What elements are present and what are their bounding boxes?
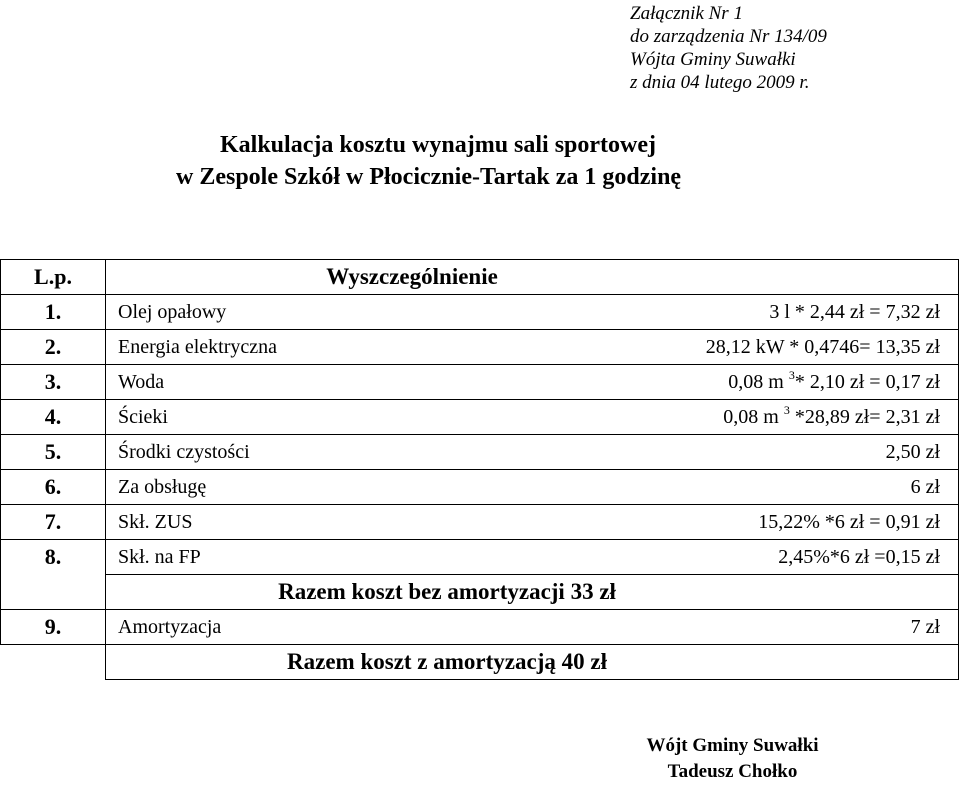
total-row xyxy=(1,645,959,680)
subtotal-text: Razem koszt bez amortyzacji 33 zł xyxy=(106,575,959,610)
row-lp: 7. xyxy=(1,505,106,540)
table-row xyxy=(1,505,959,540)
annex-line-2: do zarządzenia Nr 134/09 xyxy=(630,26,827,47)
row-description: Energia elektryczna xyxy=(106,330,416,365)
title-line-2: w Zespole Szkół w Płocicznie-Tartak za 1 godzinę xyxy=(176,164,682,190)
row-description: Amortyzacja xyxy=(106,610,416,645)
cost-table xyxy=(0,259,959,680)
value-part: *28,89 zł= 2,31 zł xyxy=(789,405,941,428)
signature-block xyxy=(630,733,835,785)
row-value xyxy=(416,365,959,400)
row-description: Woda xyxy=(106,365,416,400)
table-row xyxy=(1,470,959,505)
row-lp: 5. xyxy=(1,435,106,470)
row-lp: 1. xyxy=(1,295,106,330)
table-header-row xyxy=(1,260,959,295)
row-value: 7 zł xyxy=(416,610,959,645)
signature-title: Wójt Gminy Suwałki xyxy=(646,735,819,756)
superscript: 3 xyxy=(788,367,795,382)
signature-name: Tadeusz Chołko xyxy=(667,761,798,782)
superscript: 3 xyxy=(783,402,790,417)
annex-line-1: Załącznik Nr 1 xyxy=(630,3,743,24)
row-lp-empty xyxy=(1,575,106,610)
header-lp: L.p. xyxy=(1,260,106,295)
table-row xyxy=(1,435,959,470)
title-line-1: Kalkulacja kosztu wynajmu sali sportowej xyxy=(220,132,657,158)
row-description: Środki czystości xyxy=(106,435,416,470)
row-description: Olej opałowy xyxy=(106,295,416,330)
value-part: 0,08 m xyxy=(723,405,784,428)
row-description: Skł. ZUS xyxy=(106,505,416,540)
subtotal-row xyxy=(1,575,959,610)
annex-line-3: Wójta Gminy Suwałki xyxy=(630,49,796,70)
table-row xyxy=(1,400,959,435)
row-lp: 9. xyxy=(1,610,106,645)
row-description: Skł. na FP xyxy=(106,540,416,575)
row-value: 15,22% *6 zł = 0,91 zł xyxy=(416,505,959,540)
table-row xyxy=(1,540,959,575)
row-value: 3 l * 2,44 zł = 7,32 zł xyxy=(416,295,959,330)
row-description: Za obsługę xyxy=(106,470,416,505)
row-value: 6 zł xyxy=(416,470,959,505)
row-lp: 2. xyxy=(1,330,106,365)
row-value: 2,45%*6 zł =0,15 zł xyxy=(416,540,959,575)
row-lp: 4. xyxy=(1,400,106,435)
row-value xyxy=(416,400,959,435)
table-row xyxy=(1,330,959,365)
annex-line-4: z dnia 04 lutego 2009 r. xyxy=(630,72,810,93)
row-lp: 3. xyxy=(1,365,106,400)
row-lp: 8. xyxy=(1,540,106,575)
row-lp: 6. xyxy=(1,470,106,505)
row-description: Ścieki xyxy=(106,400,416,435)
row-value: 2,50 zł xyxy=(416,435,959,470)
value-part: * 2,10 zł = 0,17 zł xyxy=(794,370,941,393)
value-part: 0,08 m xyxy=(728,370,789,393)
annex-note xyxy=(630,2,827,94)
table-row xyxy=(1,295,959,330)
table-row xyxy=(1,365,959,400)
row-lp-empty xyxy=(1,645,106,680)
row-value: 28,12 kW * 0,4746= 13,35 zł xyxy=(416,330,959,365)
header-description: Wyszczególnienie xyxy=(106,260,959,295)
total-text: Razem koszt z amortyzacją 40 zł xyxy=(106,645,959,680)
table-row xyxy=(1,610,959,645)
